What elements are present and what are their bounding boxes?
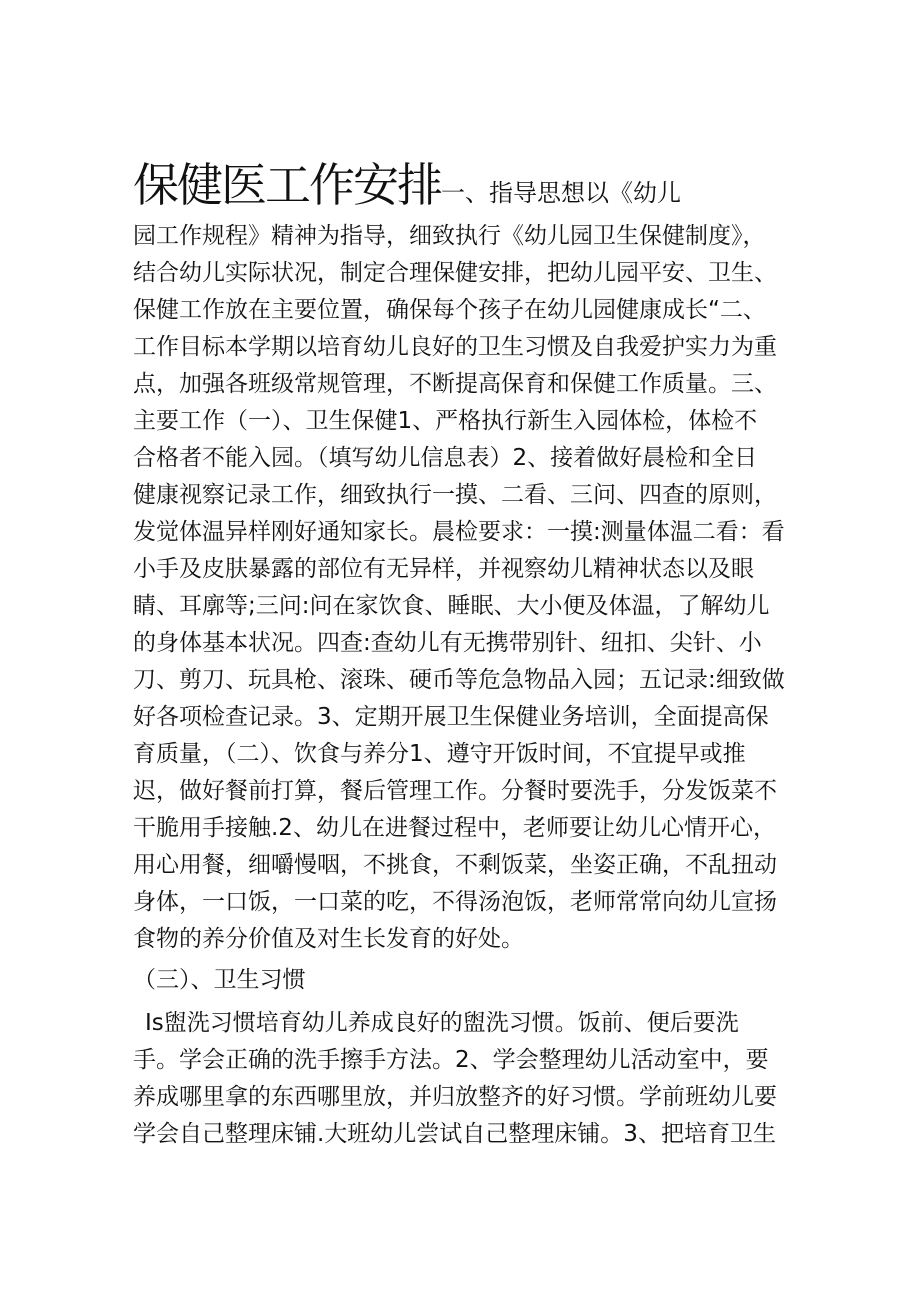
text-line-23: 手。学会正确的洗手擦手方法。2、学会整理幼儿活动室中，要: [133, 1047, 769, 1073]
text-line-16: 迟，做好餐前打算，餐后管理工作。分餐时要洗手，分发饭菜不: [133, 778, 777, 804]
text-line-15: 育质量，（二）、饮食与养分1、遵守开饭时间，不宜提早或推: [133, 741, 746, 767]
text-line-4: 工作目标本学期以培育幼儿良好的卫生习惯及自我爱护实力为重: [133, 334, 777, 360]
text-line-13: 刀、剪刀、玩具枪、滚珠、硬币等危急物品入园；五记录:细致做: [133, 667, 785, 693]
text-line-12: 的身体基本状况。四查:查幼儿有无携带别针、纽扣、尖针、小: [133, 630, 762, 656]
title-continuation: 一、指导思想以《幼儿: [441, 179, 681, 207]
text-line-8: 健康视察记录工作，细致执行一摸、二看、三问、四查的原则，: [133, 482, 777, 508]
text-line-17: 干脆用手接触.2、幼儿在进餐过程中，老师要让幼儿心情开心，: [133, 815, 776, 841]
text-line-11: 睛、耳廓等;三问:问在家饮食、睡眠、大小便及体温，了解幼儿: [133, 593, 770, 619]
text-line-22: Is盥洗习惯培育幼儿养成良好的盥洗习惯。饭前、便后要洗: [145, 1010, 739, 1036]
text-line-3: 保健工作放在主要位置，确保每个孩子在幼儿园健康成长“二、: [133, 297, 766, 323]
text-line-5: 点，加强各班级常规管理，不断提高保育和保健工作质量。三、: [133, 371, 777, 397]
text-line-25: 学会自己整理床铺.大班幼儿尝试自己整理床铺。3、把培育卫生: [133, 1121, 776, 1147]
text-line-10: 小手及皮肤暴露的部位有无异样，并视察幼儿精神状态以及眼: [133, 556, 754, 582]
text-line-14: 好各项检查记录。3、定期开展卫生保健业务培训，全面提高保: [133, 704, 769, 730]
text-line-20: 食物的养分价值及对生长发育的好处。: [133, 926, 524, 952]
section-heading-hygiene: （三）、卫生习惯: [133, 967, 306, 993]
text-line-24: 养成哪里拿的东西哪里放，并归放整齐的好习惯。学前班幼儿要: [133, 1084, 777, 1110]
text-line-19: 身体，一口饭，一口菜的吃，不得汤泡饭，老师常常向幼儿宣扬: [133, 889, 777, 915]
text-line-18: 用心用餐，细嚼慢咽，不挑食，不剩饭菜，坐姿正确，不乱扭动: [133, 852, 777, 878]
text-line-6: 主要工作（一）、卫生保健1、严格执行新生入园体检，体检不: [133, 408, 758, 434]
heading-row: [133, 150, 793, 220]
text-line-7: 合格者不能入园。（填写幼儿信息表）2、接着做好晨检和全日: [133, 445, 758, 471]
text-line-9: 发觉体温异样刚好通知家长。晨检要求：一摸:测量体温二看：看: [133, 519, 785, 545]
document-title: 保健医工作安排: [133, 158, 441, 212]
text-line-2: 结合幼儿实际状况，制定合理保健安排，把幼儿园平安、卫生、: [133, 260, 777, 286]
text-line-1: 园工作规程》精神为指导，细致执行《幼儿园卫生保健制度》，: [133, 223, 766, 249]
